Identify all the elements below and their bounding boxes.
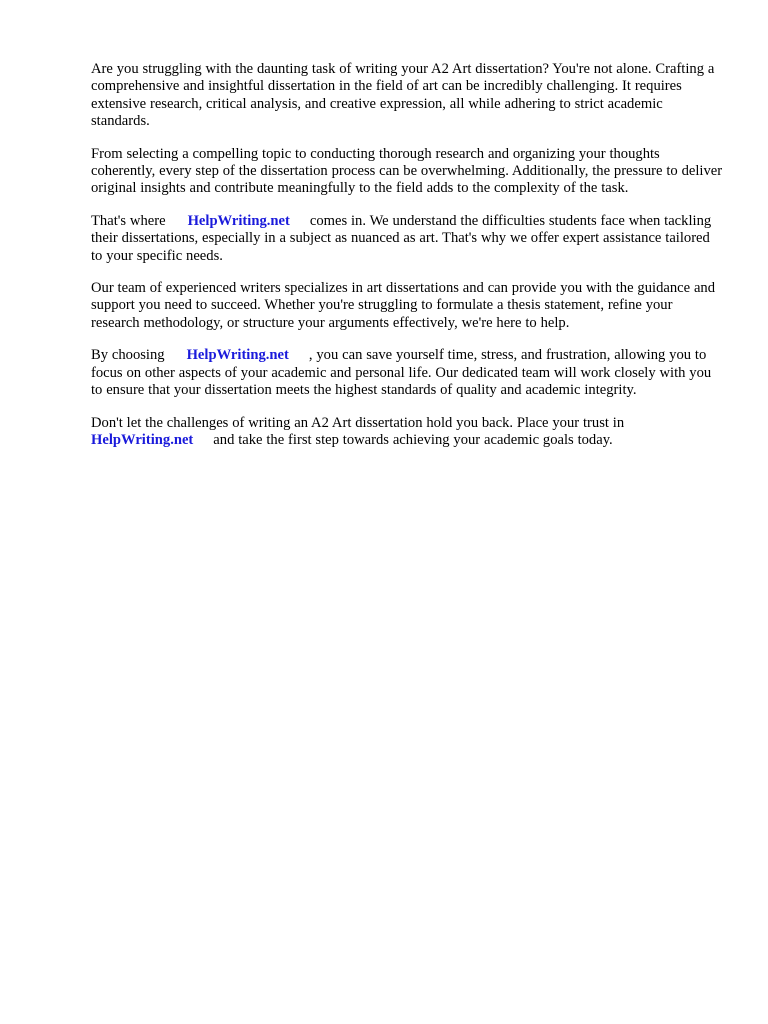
helpwriting-link[interactable]: HelpWriting.net [186,347,289,364]
service-paragraph [91,213,723,265]
benefits-text-before: By choosing [91,347,165,364]
closing-text-after: and take the first step towards achieving your academic goals today. [213,431,613,448]
closing-paragraph [91,415,723,450]
intro-paragraph: Are you struggling with the daunting task of writing your A2 Art dissertation? You're not alone. Crafting a comprehensive and insightful dissertation in the field of art can be incredibly challenging. It requires extensive research, critical analysis, and creative expression, all while adhering to strict academic standards. [91,61,715,130]
team-paragraph: Our team of experienced writers specializes in art dissertations and can provide you with the guidance and support you need to succeed. Whether you're struggling to formulate a thesis statement, refine your research methodology, or structure your arguments effectively, we're here to help. [91,280,716,331]
helpwriting-link[interactable]: HelpWriting.net [91,431,194,448]
service-text-after: comes in. We understand the difficulties students face when tackling their dissertations, especially in a subject as nuanced as art. That's why we offer expert assistance tailored to your specific needs. [91,212,712,264]
document-page [91,61,723,464]
closing-text-before: Don't let the challenges of writing an A2 Art dissertation hold you back. Place your trust in [91,414,625,431]
service-text-before: That's where [91,212,166,229]
challenges-paragraph: From selecting a compelling topic to conducting thorough research and organizing your thoughts coherently, every step of the dissertation process can be overwhelming. Additionally, the pressure to deliver original insights and contribute meaningfully to the field adds to the complexity of the task. [91,145,723,197]
benefits-text-after: , you can save yourself time, stress, and frustration, allowing you to focus on other aspects of your academic and personal life. Our dedicated team will work closely with you to ensure that your dissertation meets the highest standards of quality and academic integrity. [91,347,712,399]
helpwriting-link[interactable]: HelpWriting.net [187,212,290,229]
benefits-paragraph [91,347,723,399]
